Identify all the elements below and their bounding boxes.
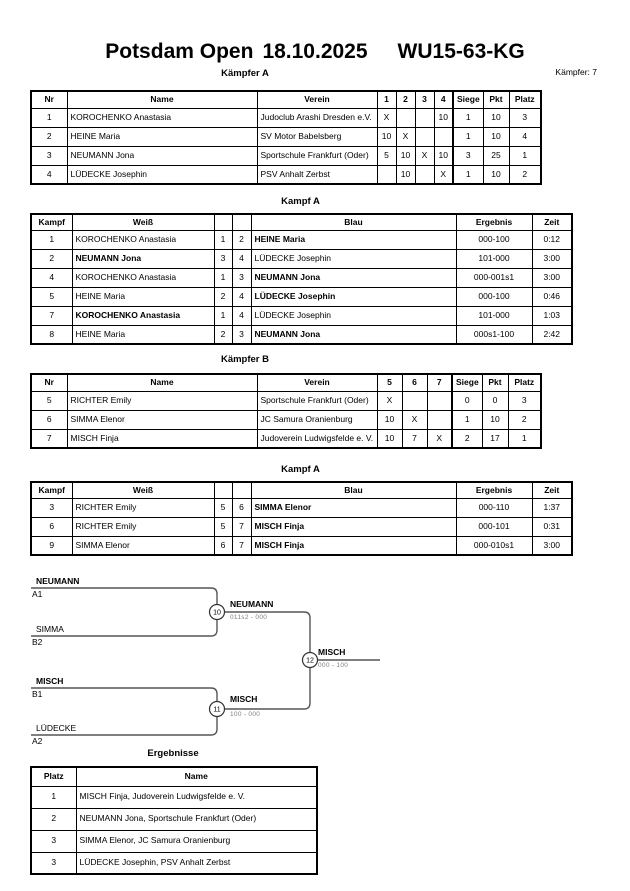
sf1-winner-name: NEUMANN [230,599,274,609]
cell-r3: X [415,146,434,165]
cell-zeit: 0:12 [532,230,572,249]
cell-r6 [402,391,427,410]
pool-a-row [31,127,541,146]
cell-platz: 1 [31,786,76,808]
cell-blau-nr: 3 [232,268,251,287]
cell-pkt: 10 [483,127,509,146]
col-blau-nr [232,482,251,498]
cell-name: NEUMANN Jona, Sportschule Frankfurt (Oder) [76,808,317,830]
cell-weiss: RICHTER Emily [72,517,214,536]
col-nr: Nr [31,374,67,391]
cell-kampf: 9 [31,536,72,555]
cell-ergebnis: 101-000 [456,306,532,325]
cell-r5: X [377,391,402,410]
pool-a-row [31,165,541,184]
col-platz: Platz [509,91,541,108]
results-row [31,808,317,830]
bout-row [31,536,572,555]
match-number-12: 12 [306,657,314,665]
bouts-a-table [30,213,573,345]
cell-name: LÜDECKE Josephin [67,165,257,184]
cell-verein: Judoclub Arashi Dresden e.V. [257,108,377,127]
bouts-a-header-row [31,214,572,230]
cell-blau: NEUMANN Jona [251,325,456,344]
cell-ergebnis: 000-001s1 [456,268,532,287]
cell-name: NEUMANN Jona [67,146,257,165]
bracket-entry-name: NEUMANN [36,576,80,586]
cell-blau: LÜDECKE Josephin [251,249,456,268]
bouts-b-heading: Kampf A [281,464,320,475]
cell-verein: PSV Anhalt Zerbst [257,165,377,184]
cell-kampf: 4 [31,268,72,287]
cell-r6: 7 [402,429,427,448]
cell-name: MISCH Finja [67,429,257,448]
cell-siege: 0 [452,391,482,410]
col-4: 4 [434,91,453,108]
cell-name: LÜDECKE Josephin, PSV Anhalt Zerbst [76,852,317,874]
col-ergebnis: Ergebnis [456,482,532,498]
cell-nr: 3 [31,146,67,165]
cell-weiss: SIMMA Elenor [72,536,214,555]
cell-blau-nr: 7 [232,517,251,536]
cell-blau: HEINE Maria [251,230,456,249]
col-2: 2 [396,91,415,108]
cell-kampf: 8 [31,325,72,344]
col-7: 7 [427,374,452,391]
cell-name: KOROCHENKO Anastasia [67,108,257,127]
col-zeit: Zeit [532,482,572,498]
cell-r1 [377,165,396,184]
cell-zeit: 3:00 [532,249,572,268]
bout-row [31,230,572,249]
cell-ergebnis: 000s1-100 [456,325,532,344]
col-weiss-nr [214,214,232,230]
cell-name: HEINE Maria [67,127,257,146]
cell-siege: 3 [453,146,483,165]
col-blau-nr [232,214,251,230]
cell-blau-nr: 6 [232,498,251,517]
cell-verein: JC Samura Oranienburg [257,410,377,429]
cell-name: SIMMA Elenor, JC Samura Oranienburg [76,830,317,852]
bout-row [31,287,572,306]
cell-pkt: 0 [482,391,508,410]
col-weiss: Weiß [72,482,214,498]
bracket-entry-name: MISCH [36,676,64,686]
col-name: Name [67,374,257,391]
pool-a-row [31,146,541,165]
cell-siege: 1 [453,165,483,184]
cell-weiss-nr: 1 [214,230,232,249]
cell-siege: 2 [452,429,482,448]
pool-a-row [31,108,541,127]
cell-r3 [415,127,434,146]
bracket-entry-name: SIMMA [36,624,64,634]
cell-zeit: 1:37 [532,498,572,517]
cell-platz: 1 [508,429,541,448]
cell-blau-nr: 2 [232,230,251,249]
cell-r4: X [434,165,453,184]
bracket-entry-seed: A2 [32,736,43,746]
bout-row [31,325,572,344]
col-pkt: Pkt [482,374,508,391]
cell-weiss: NEUMANN Jona [72,249,214,268]
col-blau: Blau [251,214,456,230]
cell-zeit: 0:46 [532,287,572,306]
cell-r1: 10 [377,127,396,146]
pool-b-row [31,410,541,429]
bracket-entry-name: LÜDECKE [36,723,77,733]
col-platz: Platz [31,767,76,786]
cell-nr: 4 [31,165,67,184]
cell-blau: LÜDECKE Josephin [251,287,456,306]
col-name: Name [76,767,317,786]
cell-r2: 10 [396,165,415,184]
cell-verein: Judoverein Ludwigsfelde e. V. [257,429,377,448]
cell-platz: 3 [31,852,76,874]
cell-platz: 1 [509,146,541,165]
cell-blau-nr: 4 [232,306,251,325]
cell-platz: 2 [508,410,541,429]
pool-a-header-row [31,91,541,108]
sf2-score: 100 - 000 [230,711,261,718]
cell-siege: 1 [452,410,482,429]
cell-r1: X [377,108,396,127]
col-weiss: Weiß [72,214,214,230]
cell-nr: 1 [31,108,67,127]
cell-r5: 10 [377,429,402,448]
col-6: 6 [402,374,427,391]
cell-platz: 2 [31,808,76,830]
cell-nr: 2 [31,127,67,146]
cell-r1: 5 [377,146,396,165]
cell-platz: 4 [509,127,541,146]
cell-zeit: 0:31 [532,517,572,536]
cell-blau-nr: 4 [232,249,251,268]
results-header-row [31,767,317,786]
pool-b-header-row [31,374,541,391]
col-weiss-nr [214,482,232,498]
pool-a-table [30,90,542,185]
cell-zeit: 3:00 [532,268,572,287]
cell-ergebnis: 000-010s1 [456,536,532,555]
cell-name: SIMMA Elenor [67,410,257,429]
cell-ergebnis: 000-100 [456,287,532,306]
cell-r3 [415,108,434,127]
col-platz: Platz [508,374,541,391]
bouts-b-header-row [31,482,572,498]
bout-row [31,268,572,287]
cell-r2: 10 [396,146,415,165]
cell-blau: NEUMANN Jona [251,268,456,287]
cell-verein: SV Motor Babelsberg [257,127,377,146]
col-siege: Siege [453,91,483,108]
cell-r6: X [402,410,427,429]
col-siege: Siege [452,374,482,391]
bouts-b-table [30,481,573,556]
sf1-score: 011s2 - 000 [230,614,268,621]
cell-ergebnis: 101-000 [456,249,532,268]
fighter-count-label: Kämpfer: 7 [555,67,597,77]
cell-r2: X [396,127,415,146]
results-table [30,766,318,875]
pool-b-table [30,373,542,449]
cell-name: MISCH Finja, Judoverein Ludwigsfelde e. V. [76,786,317,808]
bout-row [31,249,572,268]
cell-pkt: 10 [482,410,508,429]
bracket-entry-seed: B2 [32,637,43,647]
cell-platz: 3 [508,391,541,410]
cell-weiss-nr: 2 [214,287,232,306]
cell-weiss-nr: 1 [214,306,232,325]
cell-pkt: 10 [483,108,509,127]
cell-zeit: 1:03 [532,306,572,325]
pool-b-heading: Kämpfer B [220,354,270,365]
cell-siege: 1 [453,108,483,127]
cell-weiss-nr: 3 [214,249,232,268]
bout-row [31,517,572,536]
cell-nr: 5 [31,391,67,410]
pool-b-row [31,391,541,410]
results-heading: Ergebnisse [147,748,199,759]
page-title [0,40,630,64]
cell-r3 [415,165,434,184]
cell-weiss: HEINE Maria [72,287,214,306]
cell-kampf: 7 [31,306,72,325]
cell-kampf: 1 [31,230,72,249]
match-number-10: 10 [213,609,221,617]
cell-verein: Sportschule Frankfurt (Oder) [257,146,377,165]
cell-blau-nr: 3 [232,325,251,344]
cell-weiss: KOROCHENKO Anastasia [72,230,214,249]
final-winner-name: MISCH [318,647,346,657]
cell-zeit: 3:00 [532,536,572,555]
col-blau: Blau [251,482,456,498]
bracket-entry-seed: A1 [32,589,43,599]
cell-weiss: KOROCHENKO Anastasia [72,306,214,325]
cell-kampf: 5 [31,287,72,306]
cell-r4 [434,127,453,146]
title-event: Potsdam Open [105,40,254,63]
cell-r4: 10 [434,146,453,165]
pool-a-heading: Kämpfer A [221,68,269,79]
title-weight-class: WU15-63-KG [397,40,525,63]
col-kampf: Kampf [31,214,72,230]
col-5: 5 [377,374,402,391]
results-row [31,830,317,852]
cell-weiss: KOROCHENKO Anastasia [72,268,214,287]
title-date: 18.10.2025 [262,40,368,63]
cell-siege: 1 [453,127,483,146]
cell-weiss-nr: 2 [214,325,232,344]
results-row [31,852,317,874]
cell-ergebnis: 000-110 [456,498,532,517]
cell-verein: Sportschule Frankfurt (Oder) [257,391,377,410]
col-zeit: Zeit [532,214,572,230]
cell-pkt: 17 [482,429,508,448]
cell-weiss: RICHTER Emily [72,498,214,517]
cell-weiss-nr: 6 [214,536,232,555]
cell-kampf: 3 [31,498,72,517]
cell-blau: SIMMA Elenor [251,498,456,517]
col-kampf: Kampf [31,482,72,498]
cell-r7 [427,391,452,410]
cell-weiss-nr: 1 [214,268,232,287]
cell-nr: 6 [31,410,67,429]
cell-blau-nr: 4 [232,287,251,306]
col-pkt: Pkt [483,91,509,108]
cell-kampf: 6 [31,517,72,536]
cell-pkt: 10 [483,165,509,184]
final-score: 000 - 100 [318,662,349,669]
col-3: 3 [415,91,434,108]
cell-blau: LÜDECKE Josephin [251,306,456,325]
cell-platz: 2 [509,165,541,184]
cell-kampf: 2 [31,249,72,268]
cell-weiss-nr: 5 [214,517,232,536]
bouts-a-heading: Kampf A [281,196,320,207]
cell-weiss: HEINE Maria [72,325,214,344]
cell-r7: X [427,429,452,448]
cell-blau: MISCH Finja [251,536,456,555]
col-nr: Nr [31,91,67,108]
cell-ergebnis: 000-100 [456,230,532,249]
cell-zeit: 2:42 [532,325,572,344]
cell-r4: 10 [434,108,453,127]
col-verein: Verein [257,91,377,108]
cell-ergebnis: 000-101 [456,517,532,536]
cell-platz: 3 [31,830,76,852]
match-number-11: 11 [213,706,221,714]
col-ergebnis: Ergebnis [456,214,532,230]
bracket-entry-seed: B1 [32,689,43,699]
results-row [31,786,317,808]
pool-b-row [31,429,541,448]
bout-row [31,306,572,325]
cell-pkt: 25 [483,146,509,165]
sf2-winner-name: MISCH [230,694,258,704]
col-1: 1 [377,91,396,108]
cell-blau-nr: 7 [232,536,251,555]
cell-r2 [396,108,415,127]
cell-r5: 10 [377,410,402,429]
cell-blau: MISCH Finja [251,517,456,536]
cell-weiss-nr: 5 [214,498,232,517]
bout-row [31,498,572,517]
cell-name: RICHTER Emily [67,391,257,410]
cell-nr: 7 [31,429,67,448]
bracket-diagram [0,570,630,750]
col-verein: Verein [257,374,377,391]
col-name: Name [67,91,257,108]
cell-platz: 3 [509,108,541,127]
cell-r7 [427,410,452,429]
